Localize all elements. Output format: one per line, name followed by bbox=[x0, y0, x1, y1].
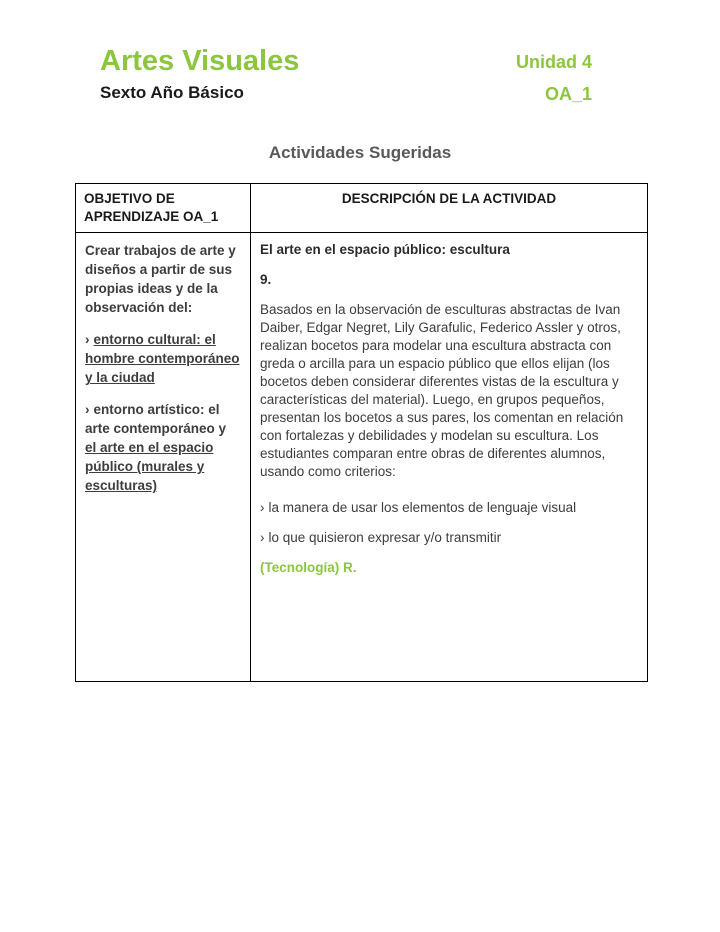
activity-cell bbox=[251, 233, 648, 682]
activity-bullet-1-text: la manera de usar los elementos de lenguaje visual bbox=[268, 500, 577, 516]
objective-bullet-2-plain: entorno artístico: el arte contemporáneo y bbox=[85, 402, 227, 437]
bullet-marker: › bbox=[85, 402, 90, 418]
activities-table bbox=[75, 183, 648, 682]
activity-bullet-2-text: lo que quisieron expresar y/o transmitir bbox=[268, 530, 502, 546]
objective-intro: Crear trabajos de arte y diseños a partir de sus propias ideas y de la observación del: bbox=[85, 243, 236, 316]
activity-number: 9. bbox=[260, 272, 272, 288]
objective-bullet-1 bbox=[85, 330, 241, 387]
unit-label: Unidad 4 bbox=[515, 52, 592, 72]
technology-note: (Tecnología) R. bbox=[260, 560, 357, 576]
page-title: Actividades Sugeridas bbox=[268, 143, 452, 162]
header-left bbox=[100, 46, 299, 103]
bullet-marker: › bbox=[260, 500, 265, 516]
activity-body: Basados en la observación de esculturas abstractas de Ivan Daiber, Edgar Negret, Lily Garafulic, Federico Assler y otros, realizan bocetos para modelar una escultura abstracta con greda o arcilla para un espacio público que ellos elijan (los bocetos deben considerar diferentes vistas de la escultura y características del material). Luego, en grupos pequeños, presentan los bocetos a sus pares, los comentan en relación con fortalezas y debilidades y modelan su escultura. Los estudiantes comparan entre obras de diferentes alumnos, usando como criterios: bbox=[260, 302, 624, 480]
objective-cell bbox=[76, 233, 251, 682]
activity-bullet-1 bbox=[260, 499, 638, 517]
doc-subtitle: Sexto Año Básico bbox=[100, 82, 244, 102]
table-row bbox=[76, 233, 648, 682]
bullet-marker: › bbox=[260, 530, 265, 546]
header-right bbox=[516, 46, 592, 105]
description-column-header: DESCRIPCIÓN DE LA ACTIVIDAD bbox=[251, 184, 648, 233]
objective-column-header: OBJETIVO DE APRENDIZAJE OA_1 bbox=[76, 184, 251, 233]
doc-title: Artes Visuales bbox=[100, 45, 300, 77]
objective-bullet-2-underlined: el arte en el espacio público (murales y esculturas) bbox=[85, 440, 214, 494]
objective-bullet-1-text: entorno cultural: el hombre contemporáneo y la ciudad bbox=[85, 332, 240, 386]
oa-label: OA_1 bbox=[544, 83, 592, 104]
table-header-row bbox=[76, 184, 648, 233]
activity-title: El arte en el espacio público: escultura bbox=[260, 242, 510, 258]
activity-bullet-2 bbox=[260, 529, 638, 547]
objective-bullet-2 bbox=[85, 400, 241, 495]
bullet-marker: › bbox=[85, 332, 90, 348]
document-header bbox=[100, 46, 592, 105]
